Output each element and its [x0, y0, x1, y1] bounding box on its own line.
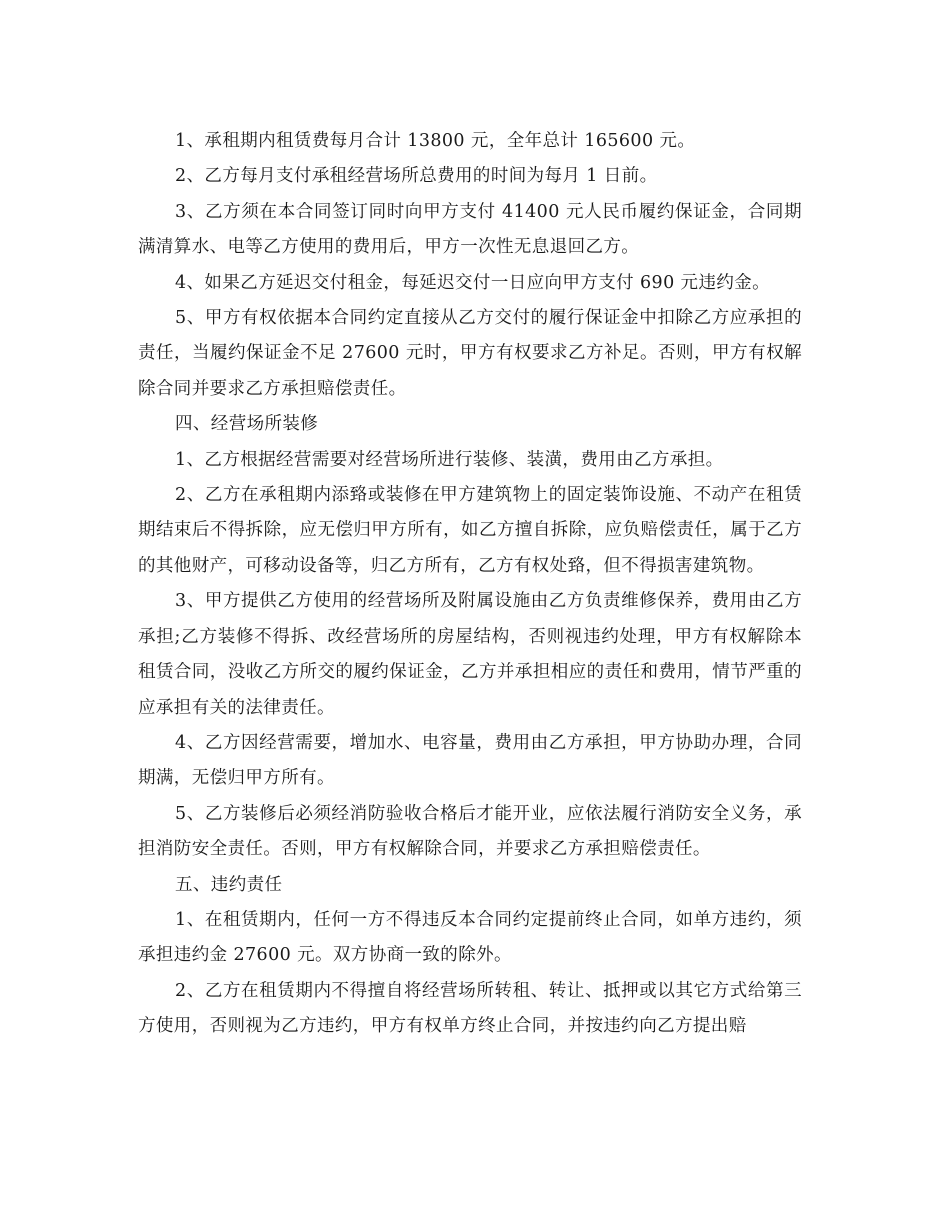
- clause-late-fee: 4、如果乙方延迟交付租金，每延迟交付一日应向甲方支付 690 元违约金。: [175, 272, 771, 293]
- section-heading-renovation: 四、经营场所装修: [175, 414, 319, 435]
- clause-maintenance: 3、甲方提供乙方使用的经营场所及附属设施由乙方负责维修保养，费用由乙方承担;乙方装修不得拆、改经营场所的房屋结构，否则视违约处理，甲方有权解除本租赁合同，没收乙方所交的履约保证金，乙方并承担相应的责任和费用，情节严重的应承担有关的法律责任。: [138, 591, 802, 718]
- clause-renovation-cost: 1、乙方根据经营需要对经营场所进行装修、装潢，费用由乙方承担。: [175, 449, 724, 470]
- contract-body: [138, 124, 802, 1045]
- clause-fire-safety: 5、乙方装修后必须经消防验收合格后才能开业，应依法履行消防安全义务，承担消防安全责任。否则，甲方有权解除合同，并要求乙方承担赔偿责任。: [138, 803, 802, 860]
- clause-early-termination: 1、在租赁期内，任何一方不得违反本合同约定提前终止合同，如单方违约，须承担违约金 27600 元。双方协商一致的除外。: [138, 909, 802, 966]
- clause-fixtures: 2、乙方在承租期内添臵或装修在甲方建筑物上的固定装饰设施、不动产在租赁期结束后不得拆除，应无偿归甲方所有，如乙方擅自拆除，应负赔偿责任，属于乙方的其他财产，可移动设备等，归乙方所有，乙方有权处臵，但不得损害建筑物。: [138, 485, 802, 576]
- clause-rent-total: 1、承租期内租赁费每月合计 13800 元，全年总计 165600 元。: [175, 131, 696, 151]
- clause-deposit-deduction: 5、甲方有权依据本合同约定直接从乙方交付的履行保证金中扣除乙方应承担的责任，当履约保证金不足 27600 元时，甲方有权要求乙方补足。否则，甲方有权解除合同并要求乙方承担赔偿责任。: [138, 308, 802, 399]
- clause-sublease: 2、乙方在租赁期内不得擅自将经营场所转租、转让、抵押或以其它方式给第三方使用，否则视为乙方违约，甲方有权单方终止合同，并按违约向乙方提出赔: [138, 980, 802, 1037]
- clause-payment-date: 2、乙方每月支付承租经营场所总费用的时间为每月 1 日前。: [175, 166, 658, 187]
- clause-utilities: 4、乙方因经营需要，增加水、电容量，费用由乙方承担，甲方协助办理，合同期满，无偿归甲方所有。: [138, 732, 802, 789]
- section-heading-liability: 五、违约责任: [175, 874, 283, 895]
- clause-deposit: 3、乙方须在本合同签订同时向甲方支付 41400 元人民币履约保证金，合同期满清算水、电等乙方使用的费用后，甲方一次性无息退回乙方。: [138, 201, 802, 258]
